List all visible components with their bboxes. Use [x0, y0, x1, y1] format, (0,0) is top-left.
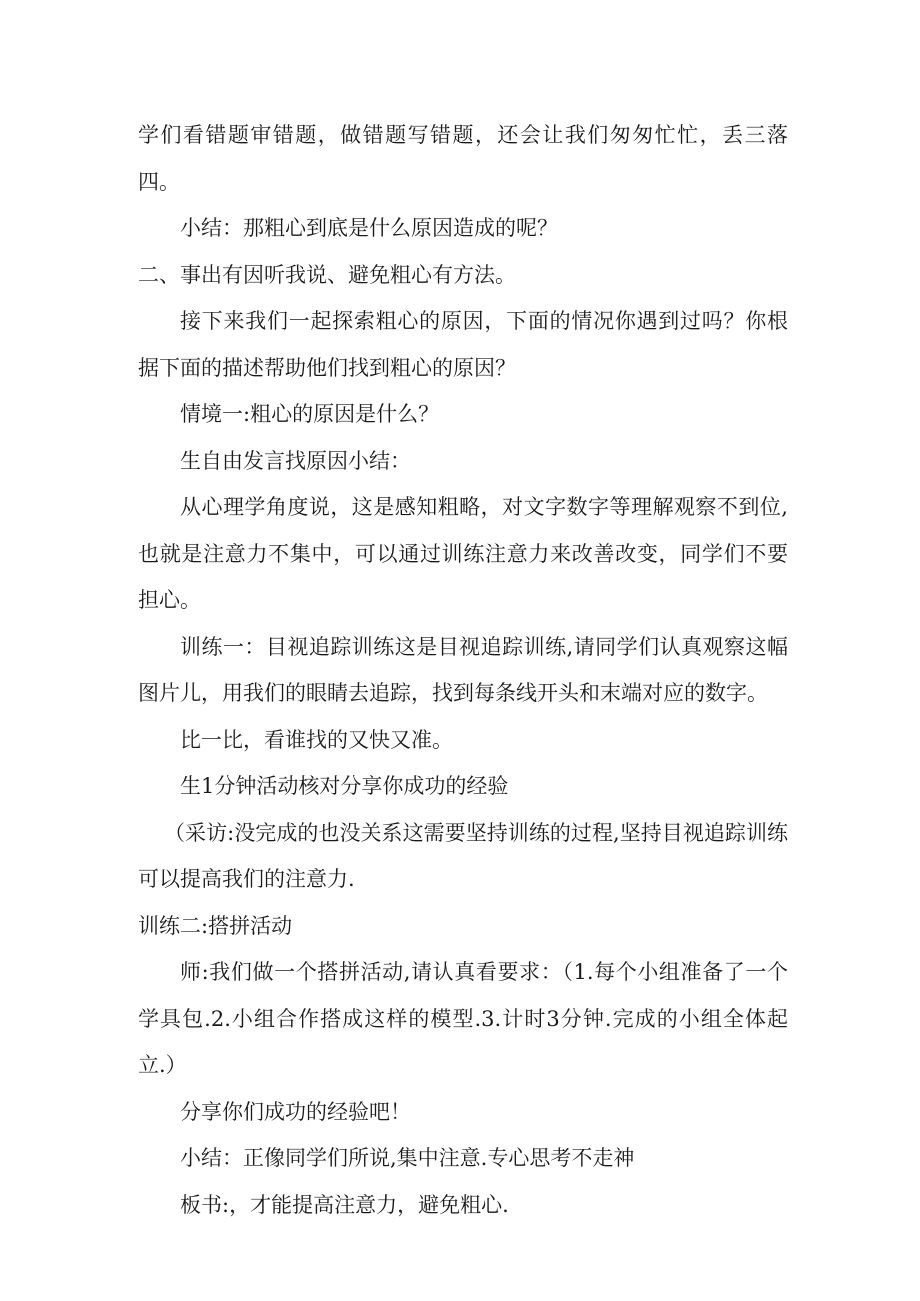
paragraph-8: 训练一：目视追踪训练这是目视追踪训练,请同学们认真观察这幅图片儿，用我们的眼睛去追踪，找到每条线开头和末端对应的数字。 — [138, 634, 788, 705]
paragraph-6: 生自由发言找原因小结： — [180, 448, 411, 473]
paragraph-9: 比一比，看谁找的又快又准。 — [180, 727, 453, 752]
paragraph-1: 学们看错题审错题，做错题写错题，还会让我们匆匆忙忙，丢三落四。 — [138, 123, 788, 194]
paragraph-15: 小结：正像同学们所说,集中注意.专心思考不走神 — [180, 1146, 635, 1170]
paragraph-2: 小结：那粗心到底是什么原因造成的呢？ — [180, 216, 558, 240]
subheading-training-2: 训练二:搭拼活动 — [138, 913, 293, 938]
paragraph-11: （采访:没完成的也没关系这需要坚持训练的过程,坚持目视追踪训练可以提高我们的注意力. — [138, 820, 788, 891]
paragraph-4: 接下来我们一起探索粗心的原因，下面的情况你遇到过吗？你根据下面的描述帮助他们找到粗心的原因？ — [138, 309, 788, 380]
paragraph-14: 分享你们成功的经验吧！ — [180, 1099, 411, 1124]
paragraph-5: 情境一:粗心的原因是什么？ — [180, 402, 440, 426]
paragraph-13: 师:我们做一个搭拼活动,请认真看要求：（1.每个小组准备了一个学具包.2.小组合作搭成这样的模型.3.计时3分钟.完成的小组全体起立.） — [138, 960, 788, 1077]
document-body — [138, 112, 788, 1228]
paragraph-16: 板书:，才能提高注意力，避免粗心. — [180, 1192, 509, 1217]
paragraph-7: 从心理学角度说，这是感知粗略，对文字数字等理解观察不到位,也就是注意力不集中，可以通过训练注意力来改善改变，同学们不要担心。 — [138, 495, 788, 612]
section-heading-2: 二、事出有因听我说、避免粗心有方法。 — [138, 262, 516, 287]
paragraph-10: 生1分钟活动核对分享你成功的经验 — [180, 774, 509, 798]
